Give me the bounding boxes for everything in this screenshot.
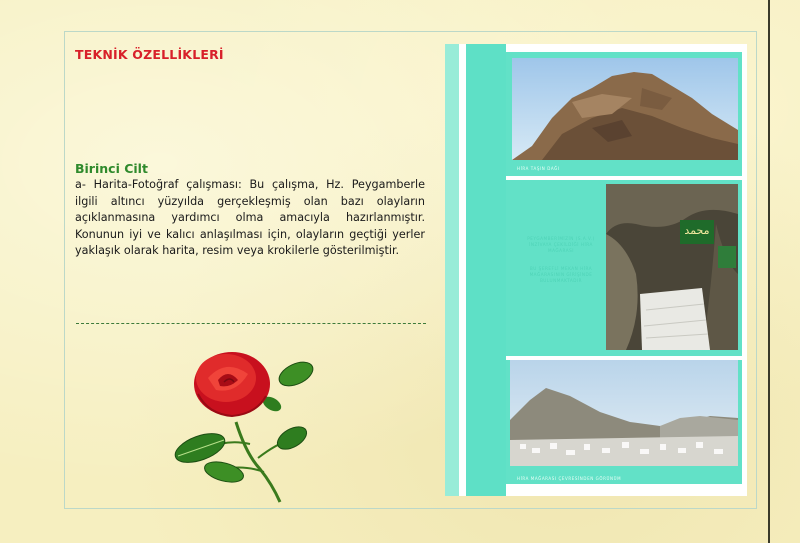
calligraphy-banner: محمد xyxy=(684,224,710,237)
panel-stripe-teal xyxy=(466,44,506,496)
mountain-photo xyxy=(512,58,738,160)
top-photo-caption: HİRA TAŞIN DAĞI xyxy=(517,166,560,171)
page-edge-line xyxy=(768,0,770,543)
subheading: Birinci Cilt xyxy=(75,161,148,176)
bottom-photo-caption: HİRA MAĞARASI ÇEVRESİNDEN GÖRÜNÜM xyxy=(517,476,622,481)
rose-illustration xyxy=(168,344,318,504)
city-photo xyxy=(510,360,738,466)
body-paragraph: a- Harita-Fotoğraf çalışması: Bu çalışma, Hz. Peygamberle ilgili altıncı yüzyılda gerçekleşmiş olan bazı olayların açıklanmasına yardımcı olma amacıyla hazırlanmıştır. Konunun iyi ve kalıcı anlaşılması için, olayların geçtiği yerler yaklaşık olarak harita, resim veya krokilerle gösterilmiştir. xyxy=(75,178,425,257)
cave-caption-2: BU ŞEREFLİ MEKAN HİRA MAĞARASININ GİRİŞİNDE BULUNMAKTADIR xyxy=(529,266,593,283)
section-title: TEKNİK ÖZELLİKLERİ xyxy=(75,47,224,62)
panel-stripe-light xyxy=(445,44,459,496)
photo-panel xyxy=(445,44,747,496)
cave-caption-1: PEYGAMBERİMİZİN (S.A.V.) İNZİVAYA ÇEKİLDİĞİ HİRA MAĞARASI xyxy=(527,236,595,253)
dashed-divider xyxy=(76,323,426,324)
cave-photo xyxy=(606,184,738,350)
